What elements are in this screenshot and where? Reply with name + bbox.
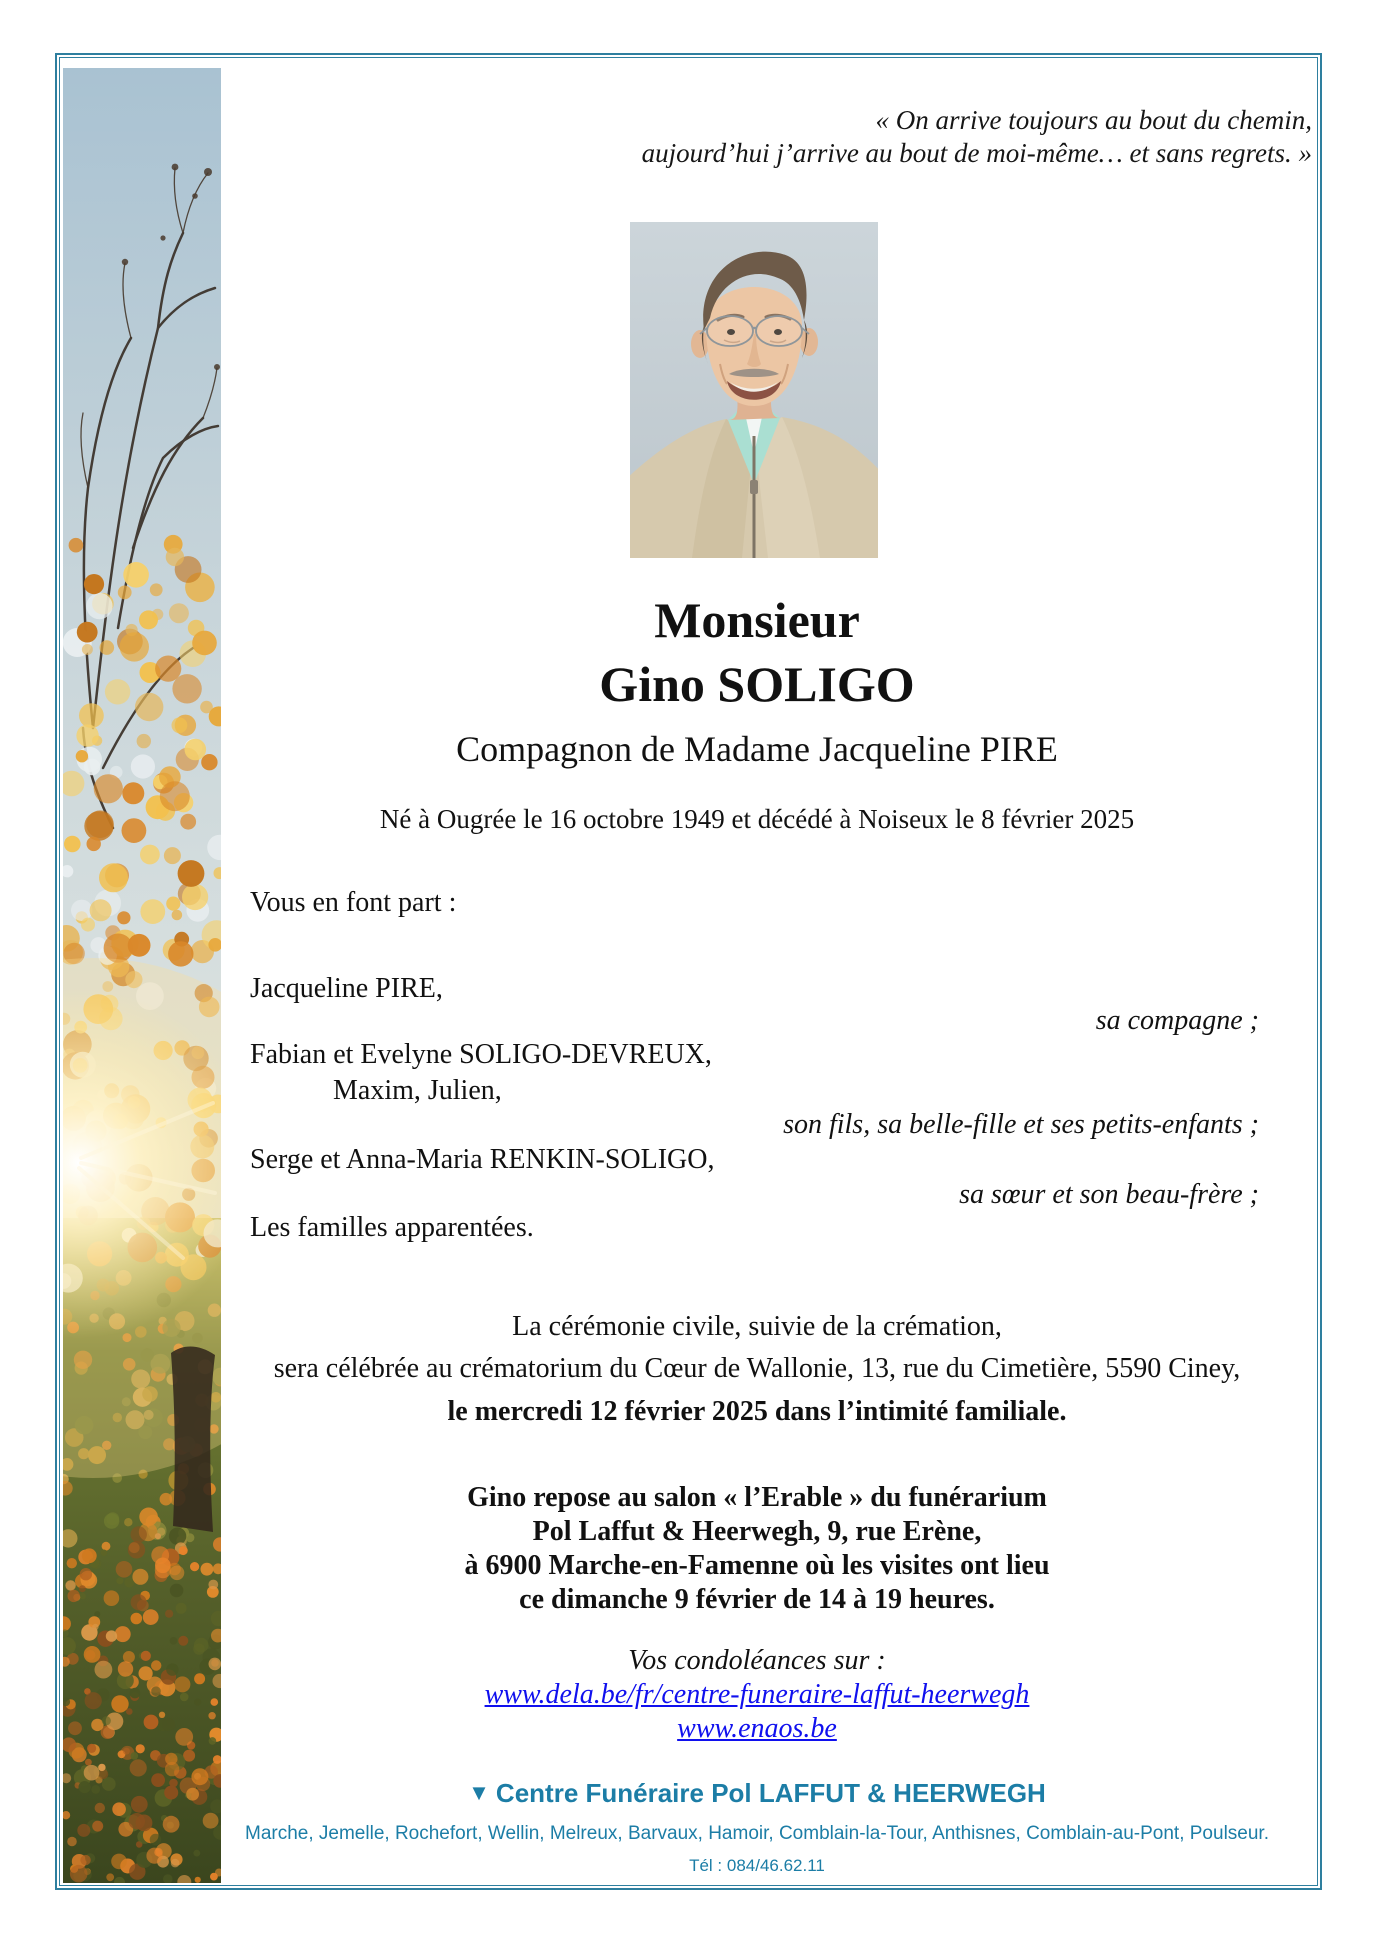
triangle-down-icon: ▼ xyxy=(468,1780,490,1805)
quote-line-2: aujourd’hui j’arrive au bout de moi-même… et sans regrets. » xyxy=(641,138,1312,168)
repose-line-1: Gino repose au salon « l’Erable » du funérarium xyxy=(467,1482,1047,1513)
quote-line-1: « On arrive toujours au bout du chemin, xyxy=(875,105,1312,135)
funeral-home-locations: Marche, Jemelle, Rochefort, Wellin, Melreux, Barvaux, Hamoir, Comblain-la-Tour, Anthisnes, Comblain-au-Pont, Poulseur. xyxy=(245,1823,1269,1844)
family-role: son fils, sa belle-fille et ses petits-enfants ; xyxy=(783,1109,1259,1140)
family-member: Fabian et Evelyne SOLIGO-DEVREUX, xyxy=(250,1039,712,1070)
autumn-photo xyxy=(63,68,221,1883)
ceremony-date: le mercredi 12 février 2025 dans l’intimité familiale. xyxy=(447,1396,1067,1427)
condolences-link-dela[interactable]: www.dela.be/fr/centre-funeraire-laffut-heerwegh xyxy=(484,1679,1030,1710)
family-member: Les familles apparentées. xyxy=(250,1212,534,1243)
funeral-home-name: Centre Funéraire Pol LAFFUT & HEERWEGH xyxy=(495,1778,1046,1808)
life-dates: Né à Ougrée le 16 octobre 1949 et décédé à Noiseux le 8 février 2025 xyxy=(379,804,1135,834)
funeral-home-brand xyxy=(221,1778,1293,1810)
family-member: Serge et Anna-Maria RENKIN-SOLIGO, xyxy=(250,1144,715,1175)
announcement-intro: Vous en font part : xyxy=(250,887,457,918)
repose-block xyxy=(221,1481,1293,1617)
family-member: Jacqueline PIRE, xyxy=(250,973,443,1004)
family-member: Maxim, Julien, xyxy=(333,1075,502,1106)
ceremony-line-2: sera célébrée au crématorium du Cœur de Wallonie, 13, rue du Cimetière, 5590 Ciney, xyxy=(273,1353,1241,1384)
deceased-relation: Compagnon de Madame Jacqueline PIRE xyxy=(456,729,1058,769)
condolences-links xyxy=(221,1712,1293,1745)
condolences-links xyxy=(221,1678,1293,1711)
repose-line-3: à 6900 Marche-en-Famenne où les visites ont lieu xyxy=(464,1550,1050,1581)
family-role: sa sœur et son beau-frère ; xyxy=(959,1179,1259,1210)
condolences-link-enaos[interactable]: www.enaos.be xyxy=(677,1713,837,1744)
family-role: sa compagne ; xyxy=(1095,1005,1259,1036)
repose-line-2: Pol Laffut & Heerwegh, 9, rue Erène, xyxy=(532,1516,982,1547)
opening-quote xyxy=(642,104,1312,170)
deceased-title: Monsieur xyxy=(654,592,860,648)
repose-line-4: ce dimanche 9 février de 14 à 19 heures. xyxy=(519,1584,995,1615)
funeral-home-phone: Tél : 084/46.62.11 xyxy=(689,1856,825,1875)
ceremony-line-1: La cérémonie civile, suivie de la crémation, xyxy=(512,1311,1002,1342)
portrait-photo xyxy=(630,222,878,558)
deceased-name: Gino SOLIGO xyxy=(599,656,915,712)
condolences-label: Vos condoléances sur : xyxy=(628,1645,886,1676)
